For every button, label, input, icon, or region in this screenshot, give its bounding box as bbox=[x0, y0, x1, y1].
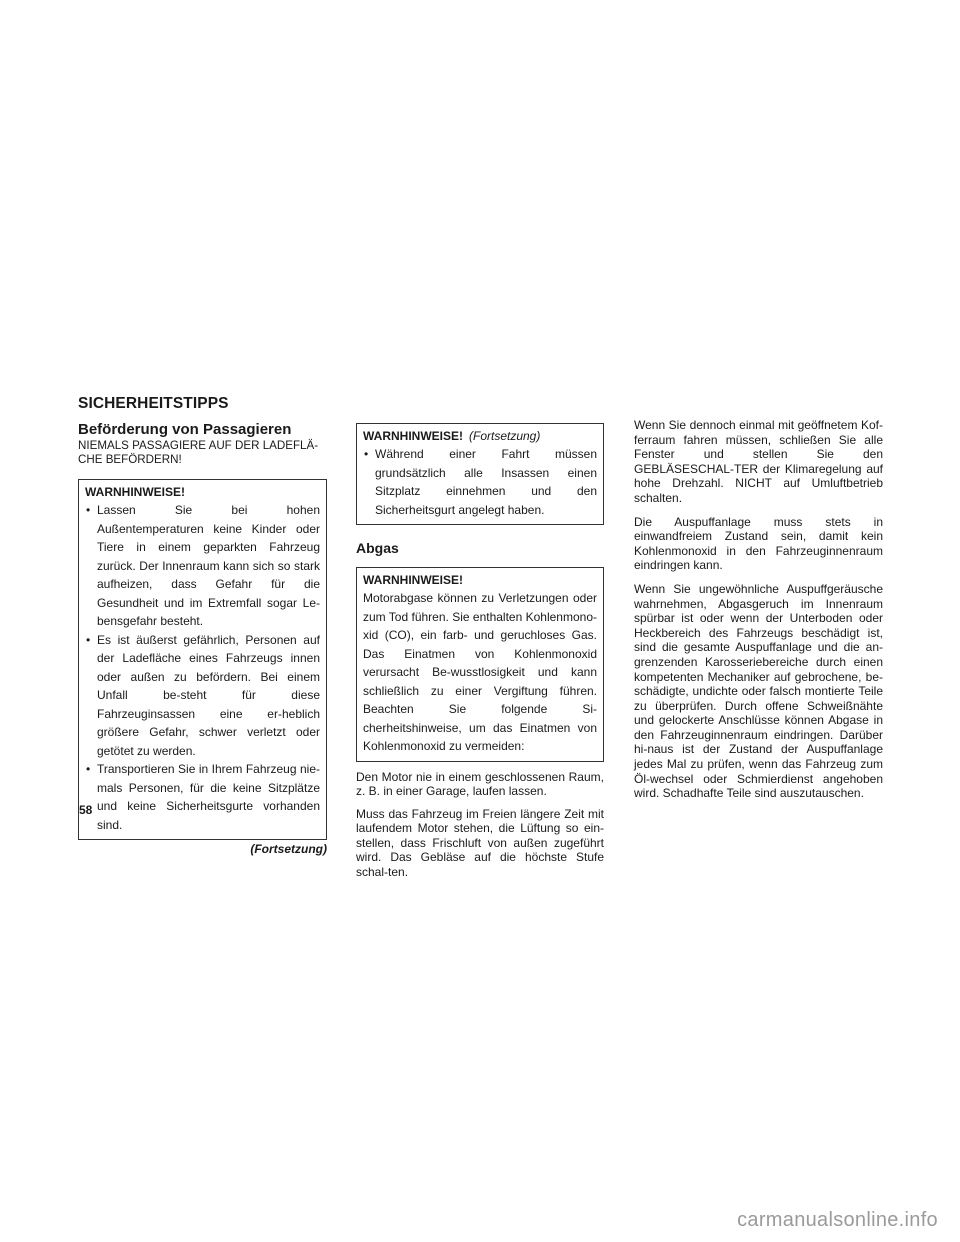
column-left bbox=[78, 395, 327, 856]
abgas-heading: Abgas bbox=[356, 540, 399, 556]
warning-text: Motorabgase können zu Verletzungen oder zum Tod führen. Sie enthalten Kohlenmono-xid (CO), ein farb- und geruchloses Gas. Das Einatmen von Kohlenmonoxid verursacht Be-wusstlosigkeit und kann schließlich zu einer Vergiftung führen. Beachten Sie folgende Si-cherheitshinweise, um das Einatmen von Kohlenmonoxid zu vermeiden: bbox=[363, 591, 597, 753]
caps-warning-note: NIEMALS PASSAGIERE AUF DER LADEFLÄ-CHE BEFÖRDERN! bbox=[78, 439, 319, 466]
warning-bullet-list bbox=[363, 445, 597, 519]
warning-box-exhaust bbox=[356, 567, 604, 762]
continued-label: (Fortsetzung) bbox=[250, 842, 327, 856]
warning-continued-label: (Fortsetzung) bbox=[469, 429, 541, 443]
warning-bullet: • Es ist äußerst gefährlich, Personen auf der Ladefläche eines Fahrzeugs innen oder außen zu befördern. Bei einem Unfall be-steht für diese Fahrzeuginsassen eine er-heblich größere Gefahr, schwer verletzt oder getötet zu werden. bbox=[85, 631, 320, 761]
body-paragraph: Muss das Fahrzeug im Freien längere Zeit mit laufendem Motor stehen, die Lüftung so ein-stellen, dass Frischluft von außen zugeführt wird. Das Gebläse auf die höchste Stufe schal-ten. bbox=[356, 806, 604, 880]
body-paragraph: Den Motor nie in einem geschlossenen Raum, z. B. in einer Garage, laufen lassen. bbox=[356, 769, 604, 799]
body-paragraph: Wenn Sie dennoch einmal mit geöffnetem Kof-ferraum fahren müssen, schließen Sie alle Fenster und stellen Sie den GEBLÄSESCHAL-TER der Klimaregelung auf hohe Drehzahl. NICHT auf Umluftbetrieb schalten. bbox=[634, 418, 883, 505]
body-paragraph: Die Auspuffanlage muss stets in einwandfreiem Zustand sein, damit kein Kohlenmonoxid in den Fahrzeuginnenraum eindringen kann. bbox=[634, 514, 883, 573]
warning-bullet: • Lassen Sie bei hohen Außentemperaturen keine Kinder oder Tiere in einem geparkten Fahrzeug zurück. Der Innenraum kann sich so stark aufheizen, dass Gefahr für die Gesundheit und im Extremfall sogar Le-bensgefahr besteht. bbox=[85, 501, 320, 631]
warning-title bbox=[363, 428, 597, 445]
body-paragraph: Wenn Sie ungewöhnliche Auspuffgeräusche wahrnehmen, Abgasgeruch im Innenraum spürbar ist oder wenn der Unterboden oder Heckbereich des Fahrzeugs beschädigt ist, sind die gesamte Auspuffanlage und die an-grenzenden Karosseriebereiche durch einen kompetenten Mechaniker auf gebrochene, be-schädigte, undichte oder falsch montierte Teile zu überprüfen. Durch offene Schweißnähte und gelockerte Anschlüsse können Abgase in den Fahrzeuginnenraum eindringen. Darüber hi-naus ist der Zustand der Auspuffanlage jedes Mal zu prüfen, wenn das Fahrzeug zum Öl-wechsel oder Schmierdienst angehoben wird. Schadhafte Teile sind auszutauschen. bbox=[634, 581, 883, 801]
page-number: 58 bbox=[79, 803, 93, 817]
warning-title: WARNHINWEISE! bbox=[363, 573, 463, 587]
warning-box-continued bbox=[356, 423, 604, 525]
subsection-title: Beförderung von Passagieren bbox=[78, 421, 292, 438]
section-title: SICHERHEITSTIPPS bbox=[78, 395, 229, 412]
watermark: carmanualsonline.info bbox=[737, 1209, 938, 1231]
warning-title: WARNHINWEISE! bbox=[85, 485, 185, 499]
warning-title-text: WARNHINWEISE! bbox=[363, 429, 463, 443]
column-right bbox=[634, 418, 883, 810]
warning-bullet-list bbox=[85, 501, 320, 834]
warning-bullet: • Während einer Fahrt müssen grundsätzlich alle Insassen einen Sitzplatz einnehmen und den Sicherheitsgurt angelegt haben. bbox=[363, 445, 597, 519]
warning-bullet: • Transportieren Sie in Ihrem Fahrzeug nie-mals Personen, für die keine Sitzplätze und keine Sicherheitsgurte vorhanden sind. bbox=[85, 760, 320, 834]
warning-box-passengers bbox=[78, 479, 327, 840]
column-middle bbox=[356, 423, 604, 888]
